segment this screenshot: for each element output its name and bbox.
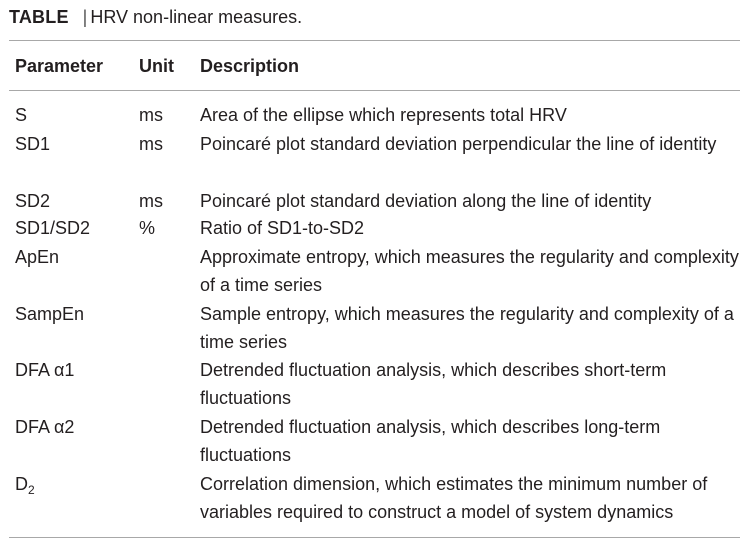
row-parameter: S bbox=[15, 105, 28, 125]
row-description: Poincaré plot standard deviation perpendicular the line of identity bbox=[200, 134, 717, 154]
row-parameter: DFA α2 bbox=[15, 417, 75, 437]
row-parameter: DFA α1 bbox=[15, 360, 75, 380]
row-parameter: SD1 bbox=[15, 134, 51, 154]
bottom-rule bbox=[9, 537, 740, 538]
row-description: Detrended fluctuation analysis, which describes long-term fluctuations bbox=[200, 417, 661, 465]
row-description: Sample entropy, which measures the regularity and complexity of a time series bbox=[200, 304, 734, 352]
row-description: Approximate entropy, which measures the regularity and complexity of a time series bbox=[200, 247, 739, 295]
caption-separator: | bbox=[82, 7, 88, 27]
top-rule bbox=[9, 40, 740, 41]
row-description: Detrended fluctuation analysis, which describes short-term fluctuations bbox=[200, 360, 667, 408]
parameter-subscript: 2 bbox=[28, 483, 35, 497]
row-unit: ms bbox=[139, 134, 163, 154]
table-label: TABLE bbox=[9, 7, 69, 27]
row-parameter bbox=[15, 470, 35, 500]
header-rule bbox=[9, 90, 740, 91]
header-description: Description bbox=[200, 56, 300, 76]
row-description: Area of the ellipse which represents total HRV bbox=[200, 105, 567, 125]
row-description: Ratio of SD1-to-SD2 bbox=[200, 218, 365, 238]
row-parameter: SD2 bbox=[15, 191, 51, 211]
row-unit: ms bbox=[139, 105, 163, 125]
row-parameter: SD1/SD2 bbox=[15, 218, 91, 238]
header-parameter: Parameter bbox=[15, 56, 104, 76]
row-parameter: ApEn bbox=[15, 247, 60, 267]
parameter-base: D bbox=[15, 474, 28, 494]
row-description: Correlation dimension, which estimates the minimum number of variables required to construct a model of system dynamics bbox=[200, 474, 708, 522]
table-title: HRV non-linear measures. bbox=[90, 7, 303, 27]
row-parameter: SampEn bbox=[15, 304, 85, 324]
row-description: Poincaré plot standard deviation along the line of identity bbox=[200, 191, 652, 211]
row-unit: ms bbox=[139, 191, 163, 211]
row-unit: % bbox=[139, 218, 156, 238]
table-caption bbox=[9, 6, 302, 28]
header-unit: Unit bbox=[139, 56, 174, 76]
